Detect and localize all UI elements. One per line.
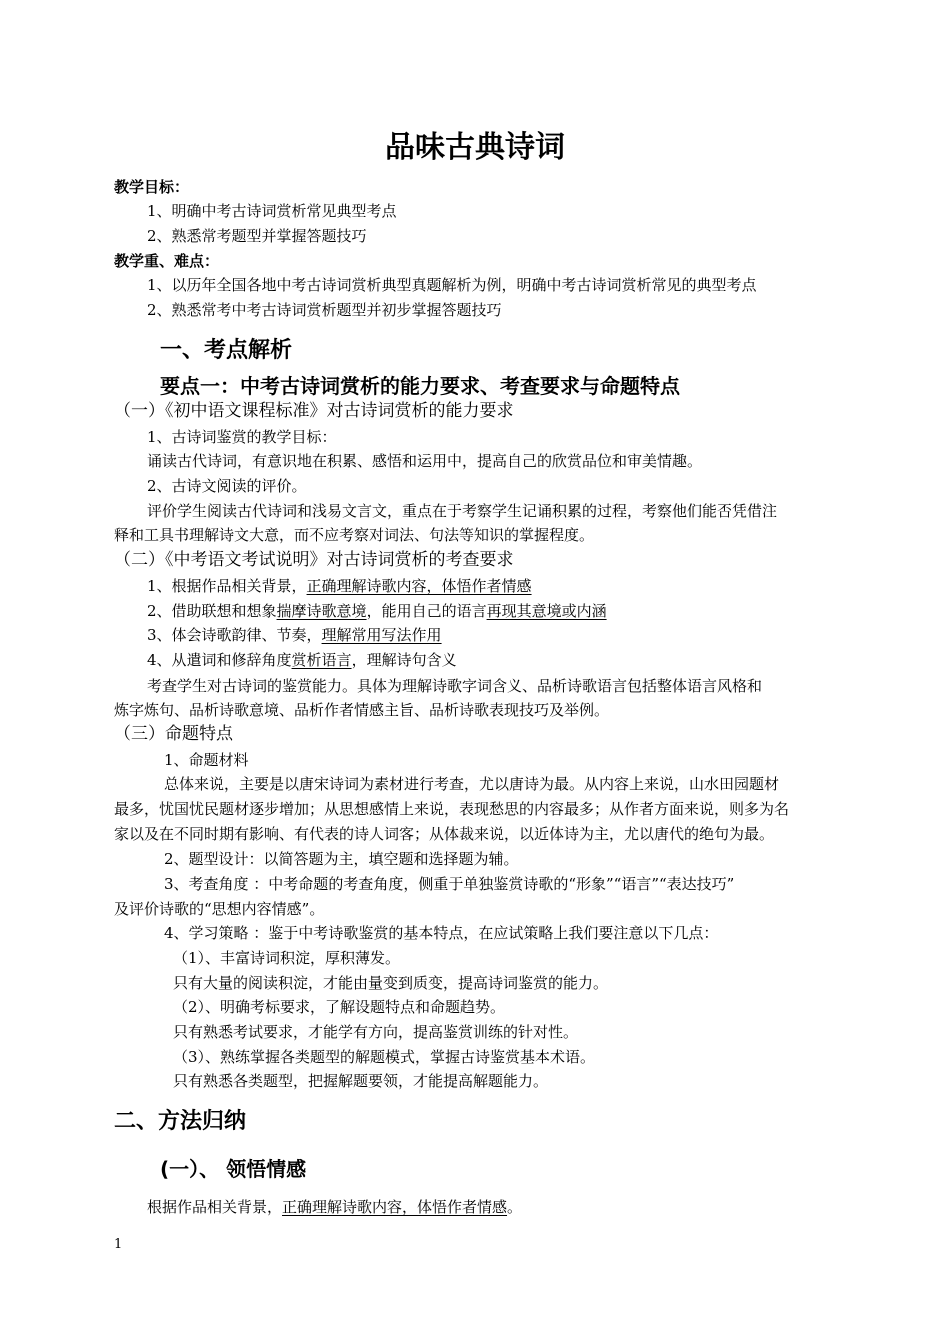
paragraph-line: 2、古诗文阅读的评价。 — [147, 477, 307, 495]
requirement-item — [147, 649, 457, 671]
paragraph-line: 释和工具书理解诗文大意，而不应考察对词法、句法等知识的掌握程度。 — [114, 526, 595, 544]
strategy-detail: 只有熟悉各类题型，把握解题要领，才能提高解题能力。 — [173, 1072, 549, 1090]
strategy-item: （2）、明确考标要求，了解设题特点和命题趋势。 — [173, 998, 506, 1016]
paragraph-line: 1、命题材料 — [164, 751, 249, 769]
paragraph-line: 及评价诗歌的“思想内容情感”。 — [114, 900, 325, 918]
method-text: 。 — [507, 1198, 523, 1216]
key-points-heading: 教学重、难点： — [114, 252, 220, 270]
paragraph-line: 3、考查角度 ：中考命题的考查角度，侧重于单独鉴赏诗歌的“形象”“语言”“表达技巧” — [164, 875, 735, 893]
section1-subheading: 要点一：中考古诗词赏析的能力要求、考查要求与命题特点 — [160, 374, 680, 398]
paragraph-line: 2、题型设计：以简答题为主，填空题和选择题为辅。 — [164, 850, 519, 868]
paragraph-line: 考查学生对古诗词的鉴赏能力。具体为理解诗歌字词含义、品析诗歌语言包括整体语言风格和 — [147, 677, 763, 695]
strategy-detail: 只有熟悉考试要求，才能学有方向，提高鉴赏训练的针对性。 — [173, 1023, 579, 1041]
page-title: 品味古典诗词 — [385, 130, 565, 165]
underlined-phrase: 正确理解诗歌内容，体悟作者情感 — [306, 577, 532, 595]
paragraph-line: 4、学习策略 ：鉴于中考诗歌鉴赏的基本特点，在应试策略上我们要注意以下几点： — [164, 924, 719, 942]
requirement-item — [147, 624, 442, 646]
method-line — [147, 1196, 522, 1218]
part3-heading: （三）命题特点 — [114, 724, 233, 744]
strategy-item: （3）、熟练掌握各类题型的解题模式，掌握古诗鉴赏基本术语。 — [173, 1048, 596, 1066]
paragraph-line: 炼字炼句、品析诗歌意境、品析作者情感主旨、品析诗歌表现技巧及举例。 — [114, 701, 610, 719]
paragraph-line: 总体来说，主要是以唐宋诗词为素材进行考查，尤以唐诗为最。从内容上来说，山水田园题材 — [164, 775, 780, 793]
key-point-item: 2、熟悉常考中考古诗词赏析题型并初步掌握答题技巧 — [147, 301, 502, 319]
underlined-phrase: 赏析语言 — [291, 651, 352, 669]
underlined-phrase: 再现其意境或内涵 — [486, 602, 607, 620]
part1-heading: （一）《初中语文课程标准》对古诗词赏析的能力要求 — [114, 401, 514, 421]
goals-heading: 教学目标： — [114, 178, 190, 196]
paragraph-line: 评价学生阅读古代诗词和浅易文言文，重点在于考察学生记诵积累的过程，考察他们能否凭借注 — [147, 502, 778, 520]
requirement-item — [147, 600, 607, 622]
paragraph-line: 1、古诗词鉴赏的教学目标： — [147, 428, 337, 446]
method-text: 根据作品相关背景， — [147, 1198, 283, 1216]
page-number: 1 — [114, 1237, 123, 1252]
strategy-detail: 只有大量的阅读积淀，才能由量变到质变，提高诗词鉴赏的能力。 — [173, 974, 609, 992]
part2-heading: （二）《中考语文考试说明》对古诗词赏析的考查要求 — [114, 550, 514, 570]
requirement-text: 3、体会诗歌韵律、节奏， — [147, 626, 322, 644]
requirement-text: 1、根据作品相关背景， — [147, 577, 307, 595]
requirement-text: 4、从遣词和修辞角度 — [147, 651, 292, 669]
underlined-phrase: 揣摩诗歌意境 — [276, 602, 367, 620]
goal-item: 1、明确中考古诗词赏析常见典型考点 — [147, 202, 397, 220]
section2-heading: 二、方法归纳 — [114, 1109, 247, 1134]
requirement-text: 2、借助联想和想象 — [147, 602, 277, 620]
section1-heading: 一、考点解析 — [160, 338, 293, 363]
underlined-phrase: 正确理解诗歌内容，体悟作者情感 — [282, 1198, 508, 1216]
strategy-item: （1）、丰富诗词积淀，厚积薄发。 — [173, 949, 401, 967]
section2-subheading: (一）、 领悟情感 — [160, 1157, 307, 1181]
requirement-text: ，理解诗句含义 — [351, 651, 457, 669]
paragraph-line: 最多，忧国忧民题材逐步增加；从思想感情上来说，表现愁思的内容最多；从作者方面来说，则多为名 — [114, 800, 790, 818]
goal-item: 2、熟悉常考题型并掌握答题技巧 — [147, 227, 367, 245]
paragraph-line: 诵读古代诗词，有意识地在积累、感悟和运用中，提高自己的欣赏品位和审美情趣。 — [147, 452, 703, 470]
paragraph-line: 家以及在不同时期有影响、有代表的诗人词客；从体裁来说，以近体诗为主，尤以唐代的绝句为最。 — [114, 825, 775, 843]
key-point-item: 1、以历年全国各地中考古诗词赏析典型真题解析为例，明确中考古诗词赏析常见的典型考点 — [147, 276, 757, 294]
requirement-item — [147, 575, 532, 597]
underlined-phrase: 理解常用写法作用 — [321, 626, 442, 644]
requirement-text: ，能用自己的语言 — [366, 602, 487, 620]
